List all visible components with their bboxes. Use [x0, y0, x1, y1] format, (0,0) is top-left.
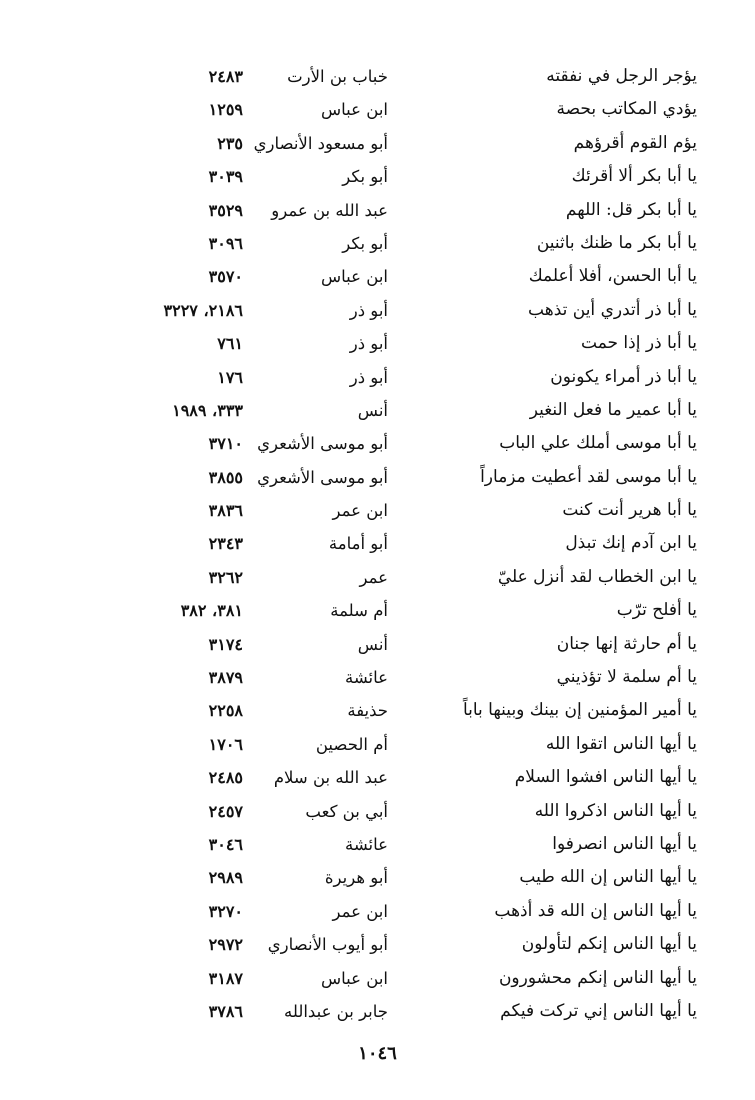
index-row — [140, 761, 705, 794]
hadith-opening-text: يا أفلح ترّب — [616, 600, 697, 621]
hadith-number: ٢٣٤٣ — [208, 534, 243, 554]
narrator-name: أبو ذر — [349, 367, 388, 387]
narrator-name: أبي بن كعب — [305, 801, 388, 821]
index-row — [140, 661, 705, 694]
hadith-number: ٣٢٧٠ — [208, 901, 243, 921]
index-row — [140, 60, 705, 93]
hadith-number: ٣٢٦٢ — [208, 567, 243, 587]
narrator-name: خباب بن الأرت — [287, 67, 388, 86]
narrator-name: أنس — [357, 634, 388, 654]
narrator-name: ابن عباس — [321, 267, 388, 287]
hadith-opening-text: يا أبا عمير ما فعل النغير — [529, 399, 697, 420]
narrator-name: ابن عمر — [332, 501, 388, 521]
narrator-name: جابر بن عبدالله — [284, 1001, 388, 1021]
narrator-name: ابن عباس — [321, 100, 388, 120]
hadith-number: ٢٩٧٢ — [208, 935, 243, 955]
index-row — [140, 127, 705, 160]
narrator-name: عائشة — [344, 668, 388, 688]
index-row — [140, 828, 705, 861]
narrator-name: عبد الله بن سلام — [273, 768, 388, 788]
hadith-opening-text: يا أبا موسى أملك علي الباب — [499, 433, 697, 454]
hadith-opening-text: يا أبا بكر ما ظنك باثنين — [536, 232, 697, 253]
hadith-opening-text: يا أم سلمة لا تؤذيني — [556, 667, 697, 688]
hadith-opening-text: يا أيها الناس إنكم محشورون — [498, 967, 697, 988]
index-row — [140, 361, 705, 394]
hadith-opening-text: يا أبا الحسن، أفلا أعلمك — [528, 266, 697, 287]
hadith-opening-text: يا أبا بكر ألا أقرئك — [571, 166, 697, 187]
hadith-opening-text: يؤدي المكاتب بحصة — [556, 99, 697, 120]
hadith-index-table — [140, 60, 705, 1028]
narrator-name: أبو ذر — [349, 300, 388, 320]
hadith-opening-text: يا أيها الناس إن الله قد أذهب — [494, 900, 697, 921]
hadith-opening-text: يا أبا هرير أنت كنت — [562, 500, 697, 521]
index-row — [140, 694, 705, 727]
index-row — [140, 394, 705, 427]
hadith-opening-text: يا أيها الناس إنكم لتأولون — [521, 934, 697, 955]
index-row — [140, 995, 705, 1028]
index-row — [140, 628, 705, 661]
hadith-number: ٢٢٥٨ — [208, 701, 243, 721]
hadith-number: ٣٧١٠ — [208, 434, 243, 454]
index-row — [140, 461, 705, 494]
index-row — [140, 227, 705, 260]
hadith-number: ٣٨٣٦ — [208, 501, 243, 521]
index-row — [140, 294, 705, 327]
hadith-opening-text: يا أيها الناس انصرفوا — [552, 833, 697, 854]
hadith-number: ٣٠٤٦ — [208, 834, 243, 854]
hadith-opening-text: يا أيها الناس إني تركت فيكم — [500, 1000, 697, 1021]
hadith-number: ٢٤٨٣ — [208, 67, 243, 86]
narrator-name: أبو بكر — [342, 167, 388, 187]
hadith-opening-text: يا أيها الناس اتقوا الله — [545, 733, 697, 754]
index-row — [140, 728, 705, 761]
hadith-number: ٣٥٧٠ — [208, 267, 243, 287]
index-row — [140, 93, 705, 126]
hadith-number: ١٧٦ — [217, 367, 243, 387]
narrator-name: أبو مسعود الأنصاري — [253, 133, 388, 153]
narrator-name: عائشة — [344, 834, 388, 854]
index-row — [140, 594, 705, 627]
narrator-name: أم الحصين — [315, 734, 388, 754]
narrator-name: أم سلمة — [330, 601, 388, 621]
narrator-name: أبو موسى الأشعري — [257, 434, 388, 454]
index-row — [140, 527, 705, 560]
index-row — [140, 427, 705, 460]
hadith-number: ٣٠٣٩ — [208, 167, 243, 187]
index-row — [140, 327, 705, 360]
narrator-name: عبد الله بن عمرو — [271, 200, 388, 220]
narrator-name: أنس — [357, 400, 388, 420]
narrator-name: ابن عباس — [321, 968, 388, 988]
index-row — [140, 895, 705, 928]
index-row — [140, 494, 705, 527]
narrator-name: أبو أمامة — [328, 534, 388, 554]
hadith-opening-text: يا أيها الناس اذكروا الله — [534, 800, 697, 821]
hadith-opening-text: يا أمير المؤمنين إن بينك وبينها باباً — [462, 700, 697, 721]
hadith-opening-text: يا أيها الناس افشوا السلام — [514, 767, 697, 788]
index-row — [140, 861, 705, 894]
hadith-opening-text: يا أيها الناس إن الله طيب — [519, 867, 697, 888]
narrator-name: أبو بكر — [342, 233, 388, 253]
hadith-opening-text: يا أبا ذر أتدري أين تذهب — [528, 299, 697, 320]
hadith-opening-text: يؤم القوم أقرؤهم — [573, 132, 697, 153]
hadith-number: ٣٨٧٩ — [208, 668, 243, 688]
hadith-number: ٣١٨٧ — [208, 968, 243, 988]
narrator-name: أبو موسى الأشعري — [257, 467, 388, 487]
page-number: ١٠٤٦ — [358, 1043, 397, 1064]
hadith-opening-text: يا أبا ذر إذا حمت — [581, 333, 697, 354]
hadith-number: ١٢٥٩ — [208, 100, 243, 120]
hadith-number: ٢٤٨٥ — [208, 768, 243, 788]
hadith-number: ٢١٨٦، ٣٢٢٧ — [163, 300, 243, 320]
hadith-opening-text: يا ابن الخطاب لقد أنزل عليّ — [497, 566, 697, 587]
hadith-number: ٣٨٥٥ — [208, 467, 243, 487]
hadith-opening-text: يا أبا ذر أمراء يكونون — [550, 366, 697, 387]
narrator-name: أبو أيوب الأنصاري — [267, 935, 388, 955]
hadith-number: ٧٦١ — [217, 334, 243, 354]
hadith-number: ٣٨١، ٣٨٢ — [180, 601, 243, 621]
index-row — [140, 962, 705, 995]
narrator-name: عمر — [359, 567, 388, 587]
hadith-number: ٣١٧٤ — [208, 634, 243, 654]
narrator-name: أبو هريرة — [324, 868, 388, 888]
narrator-name: حذيفة — [347, 701, 388, 721]
hadith-number: ٢٣٥ — [217, 133, 243, 153]
hadith-opening-text: يا ابن آدم إنك تبذل — [565, 533, 697, 554]
index-row — [140, 795, 705, 828]
hadith-number: ٣٧٨٦ — [208, 1001, 243, 1021]
hadith-number: ٣٥٢٩ — [208, 200, 243, 220]
index-row — [140, 160, 705, 193]
narrator-name: أبو ذر — [349, 334, 388, 354]
hadith-number: ١٧٠٦ — [208, 734, 243, 754]
index-row — [140, 260, 705, 293]
hadith-number: ٣٠٩٦ — [208, 233, 243, 253]
hadith-number: ٢٩٨٩ — [208, 868, 243, 888]
hadith-number: ٢٤٥٧ — [208, 801, 243, 821]
index-row — [140, 194, 705, 227]
hadith-opening-text: يا أم حارثة إنها جنان — [556, 633, 697, 654]
hadith-number: ٣٣٣، ١٩٨٩ — [172, 400, 243, 420]
hadith-opening-text: يا أبا بكر قل: اللهم — [565, 199, 697, 220]
hadith-opening-text: يا أبا موسى لقد أعطيت مزماراً — [480, 466, 697, 487]
index-row — [140, 928, 705, 961]
narrator-name: ابن عمر — [332, 901, 388, 921]
index-row — [140, 561, 705, 594]
hadith-opening-text: يؤجر الرجل في نفقته — [546, 66, 697, 86]
